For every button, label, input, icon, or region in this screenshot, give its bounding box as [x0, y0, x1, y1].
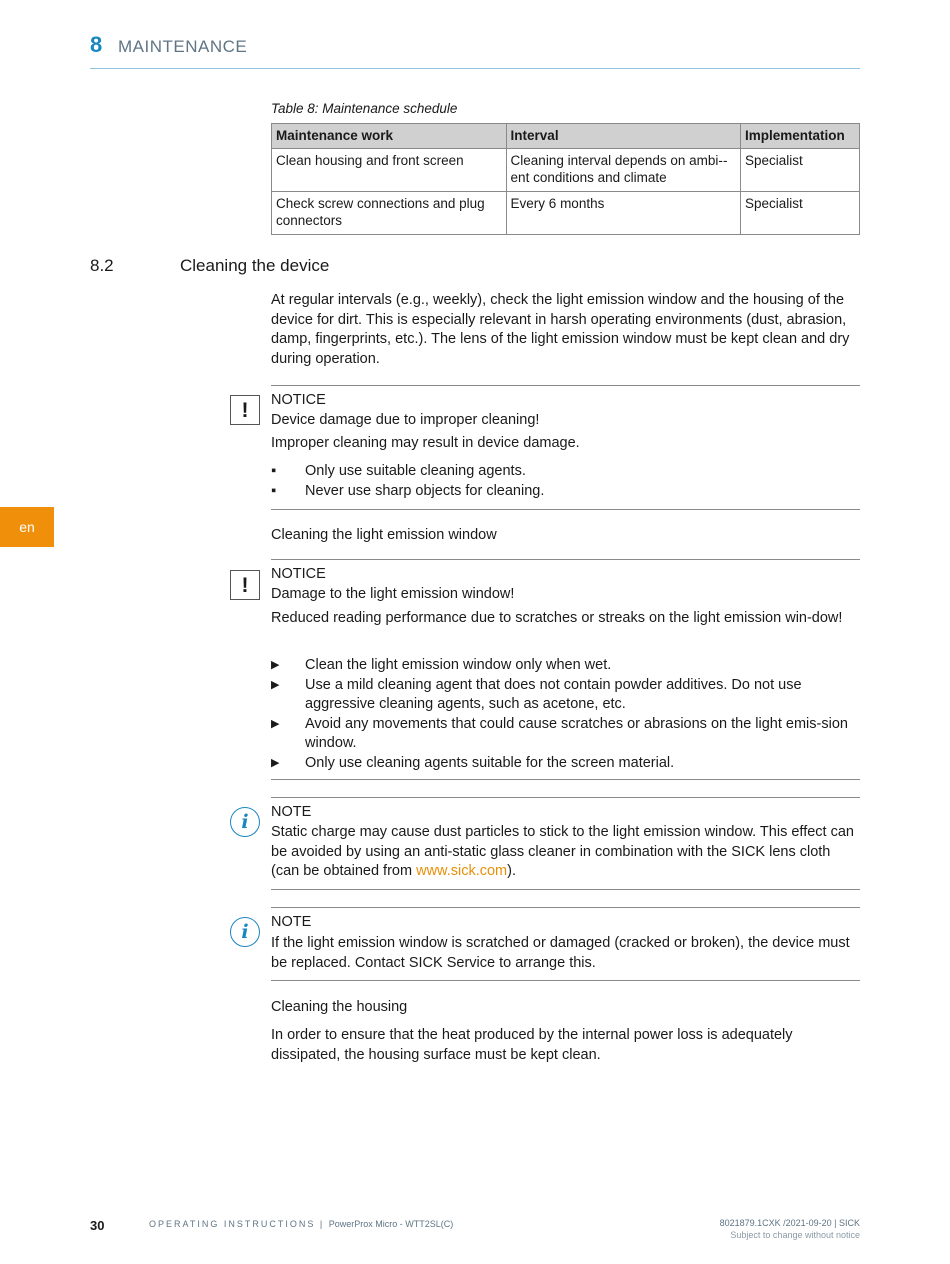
note-text-part: Static charge may cause dust particles to stick to the light emission window. This effect can be avoided by using an anti-static glass cleaner in combination with the SICK lens cloth (can be obtained from	[271, 824, 854, 879]
chapter-title: MAINTENANCE	[118, 37, 248, 56]
info-icon: i	[230, 917, 260, 947]
language-tab: en	[0, 507, 54, 547]
list-item: ▪ Only use suitable cleaning agents.	[271, 462, 861, 482]
column-header: Interval	[506, 124, 740, 149]
info-icon: i	[230, 807, 260, 837]
exclamation-icon: !	[230, 395, 260, 425]
notice-label: NOTICE	[271, 392, 326, 408]
list-item: ▶ Clean the light emission window only when wet.	[271, 656, 861, 676]
exclamation-icon: !	[230, 570, 260, 600]
subheading-window: Cleaning the light emission window	[271, 527, 497, 543]
table-row	[272, 149, 860, 192]
housing-text: In order to ensure that the heat produced by the internal power loss is adequately dissipated, the housing surface must be kept clean.	[271, 1027, 793, 1063]
list-item: ▪ Never use sharp objects for cleaning.	[271, 482, 861, 502]
note-text	[271, 823, 861, 882]
note-top-rule	[271, 907, 860, 908]
table-cell: Specialist	[741, 192, 860, 235]
note-label: NOTE	[271, 914, 312, 930]
notice-title: Damage to the light emission window!	[271, 586, 515, 602]
column-header: Maintenance work	[272, 124, 507, 149]
note-label: NOTE	[271, 804, 312, 820]
list-item: ▶ Only use cleaning agents suitable for the screen material.	[271, 754, 861, 774]
note-text: If the light emission window is scratched or damaged (cracked or broken), the device must be replaced. Contact SICK Service to arrange this.	[271, 935, 850, 971]
notice-top-rule	[271, 385, 860, 386]
table-cell: Cleaning interval depends on ambi-ent conditions and climate	[506, 149, 740, 192]
footer-subject: Subject to change without notice	[730, 1230, 860, 1240]
note-bottom-rule	[271, 980, 860, 981]
section-number: 8.2	[90, 256, 114, 275]
notice-label: NOTICE	[271, 566, 326, 582]
column-header: Implementation	[741, 124, 860, 149]
table-cell: Check screw connections and plug connectors	[272, 192, 507, 235]
page-number: 30	[90, 1218, 105, 1233]
table-caption: Table 8: Maintenance schedule	[271, 101, 458, 116]
note-top-rule	[271, 797, 860, 798]
list-item: ▶ Use a mild cleaning agent that does not contain powder additives. Do not use aggressive cleaning agents, such as acetone, etc.	[271, 676, 861, 715]
footer-doc-type: OPERATING INSTRUCTIONS |	[149, 1219, 329, 1229]
table-row	[272, 192, 860, 235]
table-header-row	[272, 124, 860, 149]
notice-bottom-rule	[271, 779, 860, 780]
table-cell: Every 6 months	[506, 192, 740, 235]
chapter-number: 8	[90, 32, 103, 57]
note-text-part: ).	[507, 863, 516, 879]
section-intro: At regular intervals (e.g., weekly), check the light emission window and the housing of the device for dirt. This is especially relevant in harsh operating environments (dust, abrasion, damp, fingerprints, etc.). The lens of the light emission window must be kept clean and dry during operation.	[271, 292, 850, 367]
footer-reference: 8021879.1CXK /2021-09-20 | SICK	[719, 1218, 860, 1228]
header-divider	[90, 68, 860, 69]
notice-list	[271, 462, 861, 501]
notice-list	[271, 656, 861, 773]
list-item: ▶ Avoid any movements that could cause scratches or abrasions on the light emis-sion window.	[271, 715, 861, 754]
footer-document	[149, 1219, 453, 1229]
notice-bottom-rule	[271, 509, 860, 510]
notice-top-rule	[271, 559, 860, 560]
subheading-housing: Cleaning the housing	[271, 999, 408, 1015]
maintenance-table	[271, 123, 860, 235]
note-bottom-rule	[271, 889, 860, 890]
notice-text: Reduced reading performance due to scratches or streaks on the light emission win-dow!	[271, 610, 843, 626]
notice-title: Device damage due to improper cleaning!	[271, 412, 540, 428]
footer-product: PowerProx Micro - WTT2SL(C)	[328, 1219, 454, 1229]
table-cell: Clean housing and front screen	[272, 149, 507, 192]
section-title: Cleaning the device	[180, 256, 330, 275]
notice-text: Improper cleaning may result in device damage.	[271, 435, 580, 451]
sick-website-link[interactable]: www.sick.com	[416, 863, 508, 879]
table-cell: Specialist	[741, 149, 860, 192]
